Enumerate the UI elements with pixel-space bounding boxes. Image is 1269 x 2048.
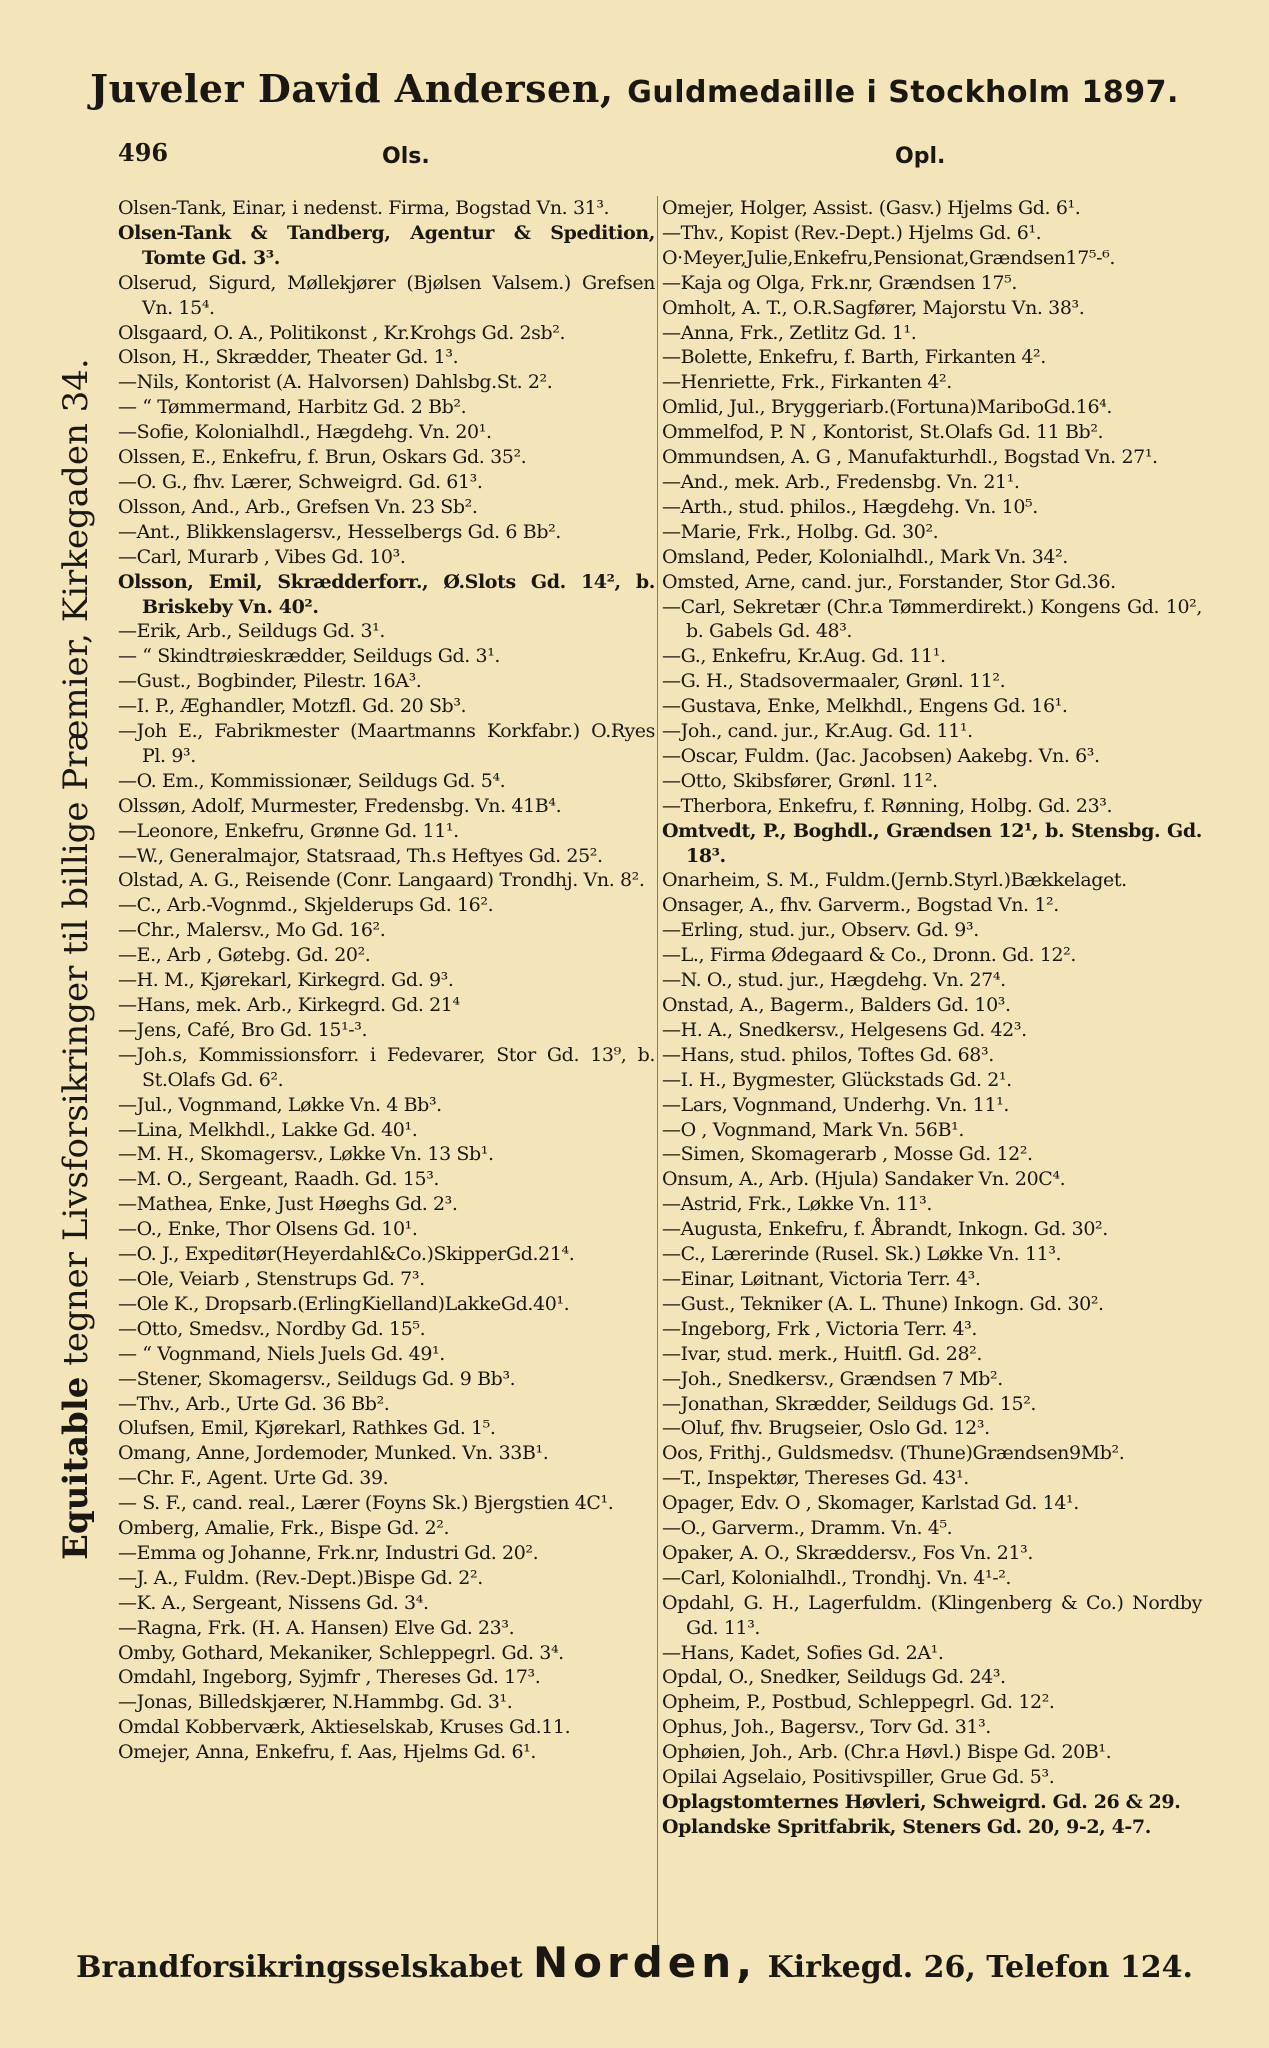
directory-entry: —M. H., Skomagersv., Løkke Vn. 13 Sb¹. bbox=[118, 1143, 494, 1166]
directory-entry: —Leonore, Enkefru, Grønne Gd. 11¹. bbox=[118, 819, 459, 842]
directory-entry: —Mathea, Enke, Just Høeghs Gd. 2³. bbox=[118, 1193, 458, 1216]
directory-entry: Olserud, Sigurd, Møllekjører (Bjølsen Valsem.) Grefsen Vn. 15⁴. bbox=[118, 271, 655, 319]
directory-entry: —Joh.s, Kommissionsforr. i Fedevarer, Stor Gd. 13⁹, b. St.Olafs Gd. 6². bbox=[118, 1043, 655, 1091]
directory-entry: —O. Em., Kommissionær, Seildugs Gd. 5⁴. bbox=[118, 769, 506, 792]
directory-entry: —Stener, Skomagersv., Seildugs Gd. 9 Bb³. bbox=[118, 1367, 516, 1390]
directory-entry: —W., Generalmajor, Statsraad, Th.s Heftyes Gd. 25². bbox=[118, 844, 603, 867]
directory-entry: —Hans, Kadet, Sofies Gd. 2A¹. bbox=[662, 1641, 944, 1664]
directory-entry: —Erling, stud. jur., Observ. Gd. 9³. bbox=[662, 919, 979, 942]
directory-entry: —Oscar, Fuldm. (Jac. Jacobsen) Aakebg. Vn. 6³. bbox=[662, 744, 1100, 767]
directory-entry: —Ant., Blikkenslagersv., Hesselbergs Gd. 6 Bb². bbox=[118, 520, 561, 543]
directory-entry: —Jonas, Billedskjærer, N.Hammbg. Gd. 3¹. bbox=[118, 1691, 513, 1714]
directory-entry: —Joh., cand. jur., Kr.Aug. Gd. 11¹. bbox=[662, 720, 973, 743]
directory-entry: —Otto, Smedsv., Nordby Gd. 15⁵. bbox=[118, 1317, 426, 1340]
directory-entry: —Chr., Malersv., Mo Gd. 16². bbox=[118, 919, 386, 942]
directory-entry: —H. A., Snedkersv., Helgesens Gd. 42³. bbox=[662, 1018, 1027, 1041]
directory-entry: Oplandske Spritfabrik, Steners Gd. 20, 9-2, 4-7. bbox=[662, 1815, 1151, 1838]
directory-entry: Oplagstomternes Høvleri, Schweigrd. Gd. 26 & 29. bbox=[662, 1791, 1181, 1813]
directory-entry: —Otto, Skibsfører, Grønl. 11². bbox=[662, 769, 938, 792]
directory-entry: —Hans, stud. philos, Toftes Gd. 68³. bbox=[662, 1043, 994, 1066]
directory-entry: Onarheim, S. M., Fuldm.(Jernb.Styrl.)Bækkelaget. bbox=[662, 869, 1127, 892]
directory-entry: Omholt, A. T., O.R.Sagfører, Majorstu Vn. 38³. bbox=[662, 296, 1085, 319]
directory-entry: —M. O., Sergeant, Raadh. Gd. 15³. bbox=[118, 1168, 440, 1191]
directory-entry: Opdahl, G. H., Lagerfuldm. (Klingenberg & Co.) Nordby Gd. 11³. bbox=[662, 1591, 1202, 1639]
directory-entry: —Hans, mek. Arb., Kirkegrd. Gd. 21⁴ bbox=[118, 994, 460, 1016]
directory-entry: — “ Tømmermand, Harbitz Gd. 2 Bb². bbox=[118, 396, 467, 419]
directory-entry: —C., Lærerinde (Rusel. Sk.) Løkke Vn. 11³. bbox=[662, 1243, 1062, 1266]
directory-entry: —O. G., fhv. Lærer, Schweigrd. Gd. 61³. bbox=[118, 470, 483, 493]
directory-entry: —Henriette, Frk., Firkanten 4². bbox=[662, 371, 952, 394]
right-column-heading: Opl. bbox=[895, 144, 946, 169]
directory-entry: —O. J., Expeditør(Heyerdahl&Co.)SkipperGd.21⁴. bbox=[118, 1243, 575, 1266]
directory-entry: —Erik, Arb., Seildugs Gd. 3¹. bbox=[118, 620, 386, 643]
directory-entry: —Arth., stud. philos., Hægdehg. Vn. 10⁵. bbox=[662, 495, 1038, 518]
directory-entry: Omejer, Holger, Assist. (Gasv.) Hjelms Gd. 6¹. bbox=[662, 197, 1081, 219]
directory-entry: —Einar, Løitnant, Victoria Terr. 4³. bbox=[662, 1267, 981, 1290]
directory-entry: —Kaja og Olga, Frk.nr, Grændsen 17⁵. bbox=[662, 271, 1017, 294]
directory-entry: —Joh E., Fabrikmester (Maartmanns Korkfabr.) O.Ryes Pl. 9³. bbox=[118, 720, 655, 767]
directory-entry: —I. P., Æghandler, Motzfl. Gd. 20 Sb³. bbox=[118, 695, 467, 718]
directory-entry: —Carl, Kolonialhdl., Trondhj. Vn. 4¹-². bbox=[662, 1566, 1012, 1589]
directory-entry: Olstad, A. G., Reisende (Conr. Langaard) Trondhj. Vn. 8². bbox=[118, 869, 645, 892]
directory-entry: Opaker, A. O., Skræddersv., Fos Vn. 21³. bbox=[662, 1541, 1033, 1564]
directory-entry: —Anna, Frk., Zetlitz Gd. 1¹. bbox=[662, 321, 917, 344]
directory-entry: —Astrid, Frk., Løkke Vn. 11³. bbox=[662, 1193, 933, 1216]
side-ad-brand: Equitable bbox=[56, 1376, 96, 1560]
directory-entry: —O , Vognmand, Mark Vn. 56B¹. bbox=[662, 1118, 964, 1141]
directory-entry: —Thv., Arb., Urte Gd. 36 Bb². bbox=[118, 1392, 390, 1415]
directory-entry: Omejer, Anna, Enkefru, f. Aas, Hjelms Gd. 6¹. bbox=[118, 1741, 537, 1764]
directory-entry: Opdal, O., Snedker, Seildugs Gd. 24³. bbox=[662, 1666, 1006, 1689]
directory-entry: —Carl, Murarb , Vibes Gd. 10³. bbox=[118, 545, 406, 568]
directory-entry: —Jul., Vognmand, Løkke Vn. 4 Bb³. bbox=[118, 1093, 442, 1116]
directory-entry: —Ivar, stud. merk., Huitfl. Gd. 28². bbox=[662, 1342, 983, 1365]
directory-entry: —Oluf, fhv. Brugseier, Oslo Gd. 12³. bbox=[662, 1417, 990, 1440]
directory-entry: Olson, H., Skrædder, Theater Gd. 1³. bbox=[118, 346, 459, 369]
side-advertisement bbox=[48, 360, 104, 1560]
directory-entry: —Gust., Bogbinder, Pilestr. 16A³. bbox=[118, 670, 422, 693]
directory-entry: —Gustava, Enke, Melkhdl., Engens Gd. 16¹. bbox=[662, 695, 1068, 718]
header-advertisement bbox=[0, 66, 1269, 111]
directory-entry: —N. O., stud. jur., Hægdehg. Vn. 27⁴. bbox=[662, 969, 1006, 992]
directory-entry: —Ole, Veiarb , Stenstrups Gd. 7³. bbox=[118, 1267, 425, 1290]
directory-entry: —Emma og Johanne, Frk.nr, Industri Gd. 20². bbox=[118, 1541, 539, 1564]
directory-entry: Onsager, A., fhv. Garverm., Bogstad Vn. 1². bbox=[662, 894, 1059, 917]
directory-entry: —C., Arb.-Vognmd., Skjelderups Gd. 16². bbox=[118, 894, 494, 917]
directory-entry: —G., Enkefru, Kr.Aug. Gd. 11¹. bbox=[662, 645, 946, 668]
directory-entry: —Bolette, Enkefru, f. Barth, Firkanten 4². bbox=[662, 346, 1046, 369]
directory-entry: —E., Arb , Gøtebg. Gd. 20². bbox=[118, 944, 371, 967]
directory-entry: —Thv., Kopist (Rev.-Dept.) Hjelms Gd. 6¹. bbox=[662, 221, 1042, 244]
footer-ad-left: Brandforsikringsselskabet bbox=[76, 1950, 523, 1985]
directory-entry: Opager, Edv. O , Skomager, Karlstad Gd. 14¹. bbox=[662, 1492, 1079, 1515]
directory-entry: Omtvedt, P., Boghdl., Grændsen 12¹, b. Stensbg. Gd. 18³. bbox=[662, 819, 1202, 867]
column-divider bbox=[657, 196, 658, 1966]
left-column-entries bbox=[118, 196, 655, 1765]
directory-entry: Ommundsen, A. G , Manufakturhdl., Bogstad Vn. 27¹. bbox=[662, 446, 1158, 469]
directory-entry: —Lars, Vognmand, Underhg. Vn. 11¹. bbox=[662, 1093, 1009, 1116]
directory-entry: Omlid, Jul., Bryggeriarb.(Fortuna)MariboGd.16⁴. bbox=[662, 396, 1113, 419]
directory-entry: —L., Firma Ødegaard & Co., Dronn. Gd. 12². bbox=[662, 944, 1077, 967]
directory-entry: Omby, Gothard, Mekaniker, Schleppegrl. Gd. 3⁴. bbox=[118, 1641, 564, 1664]
directory-entry: —K. A., Sergeant, Nissens Gd. 3⁴. bbox=[118, 1591, 429, 1614]
directory-entry: Olsen-Tank, Einar, i nedenst. Firma, Bogstad Vn. 31³. bbox=[118, 197, 610, 219]
directory-entry: —H. M., Kjørekarl, Kirkegrd. Gd. 9³. bbox=[118, 969, 454, 992]
directory-entry: Olsgaard, O. A., Politikonst , Kr.Krohgs Gd. 2sb². bbox=[118, 321, 566, 344]
directory-entry: — “ Vognmand, Niels Juels Gd. 49¹. bbox=[118, 1342, 445, 1365]
directory-entry: Oos, Frithj., Guldsmedsv. (Thune)Grændsen9Mb². bbox=[662, 1442, 1125, 1465]
left-column-heading: Ols. bbox=[382, 144, 430, 169]
footer-ad-right: Kirkegd. 26, Telefon 124. bbox=[767, 1950, 1193, 1985]
directory-entry: —O., Garverm., Dramm. Vn. 4⁵. bbox=[662, 1517, 953, 1540]
footer-advertisement bbox=[0, 1938, 1269, 1987]
directory-entry: Olsson, Emil, Skrædderforr., Ø.Slots Gd. 14², b. Briskeby Vn. 40². bbox=[118, 570, 655, 618]
directory-entry: —O., Enke, Thor Olsens Gd. 10¹. bbox=[118, 1218, 418, 1241]
directory-entry: Olufsen, Emil, Kjørekarl, Rathkes Gd. 1⁵. bbox=[118, 1417, 496, 1440]
directory-entry: Olssen, E., Enkefru, f. Brun, Oskars Gd. 35². bbox=[118, 446, 527, 469]
directory-entry: —Sofie, Kolonialhdl., Hægdehg. Vn. 20¹. bbox=[118, 421, 492, 444]
directory-entry: —Marie, Frk., Holbg. Gd. 30². bbox=[662, 520, 939, 543]
directory-entry: —Gust., Tekniker (A. L. Thune) Inkogn. Gd. 30². bbox=[662, 1292, 1104, 1315]
directory-entry: Omdal Kobberværk, Aktieselskab, Kruses Gd.11. bbox=[118, 1716, 571, 1739]
directory-entry: Ophøien, Joh., Arb. (Chr.a Høvl.) Bispe Gd. 20B¹. bbox=[662, 1741, 1112, 1764]
directory-entry: —J. A., Fuldm. (Rev.-Dept.)Bispe Gd. 2². bbox=[118, 1566, 483, 1589]
directory-entry: Omang, Anne, Jordemoder, Munked. Vn. 33B¹. bbox=[118, 1442, 549, 1465]
directory-entry: Opilai Agselaio, Positivspiller, Grue Gd. 5³. bbox=[662, 1766, 1055, 1789]
directory-entry: —Ragna, Frk. (H. A. Hansen) Elve Gd. 23³. bbox=[118, 1616, 515, 1639]
directory-entry: Ommelfod, P. N , Kontorist, St.Olafs Gd. 11 Bb². bbox=[662, 421, 1104, 444]
directory-entry: Opheim, P., Postbud, Schleppegrl. Gd. 12². bbox=[662, 1691, 1055, 1714]
footer-ad-brand: Norden, bbox=[533, 1938, 758, 1987]
header-ad-sub: Guldmedaille i Stockholm 1897. bbox=[627, 75, 1179, 110]
directory-entry: —I. H., Bygmester, Glückstads Gd. 2¹. bbox=[662, 1068, 1012, 1091]
directory-entry: —T., Inspektør, Thereses Gd. 43¹. bbox=[662, 1467, 969, 1490]
directory-entry: —Augusta, Enkefru, f. Åbrandt, Inkogn. Gd. 30². bbox=[662, 1218, 1108, 1241]
directory-entry: —G. H., Stadsovermaaler, Grønl. 11². bbox=[662, 670, 1006, 693]
directory-entry: —Ingeborg, Frk , Victoria Terr. 4³. bbox=[662, 1317, 978, 1340]
directory-entry: —Jens, Café, Bro Gd. 15¹-³. bbox=[118, 1018, 368, 1041]
directory-entry: Olsen-Tank & Tandberg, Agentur & Spedition, Tomte Gd. 3³. bbox=[118, 221, 655, 269]
directory-entry: —Carl, Sekretær (Chr.a Tømmerdirekt.) Kongens Gd. 10², b. Gabels Gd. 48³. bbox=[662, 595, 1202, 643]
directory-entry: —Therbora, Enkefru, f. Rønning, Holbg. Gd. 23³. bbox=[662, 794, 1113, 817]
directory-entry: —Lina, Melkhdl., Lakke Gd. 40¹. bbox=[118, 1118, 418, 1141]
directory-entry: —Ole K., Dropsarb.(ErlingKielland)LakkeGd.40¹. bbox=[118, 1292, 570, 1315]
directory-entry: —Simen, Skomagerarb , Mosse Gd. 12². bbox=[662, 1143, 1033, 1166]
directory-entry: — S. F., cand. real., Lærer (Foyns Sk.) Bjergstien 4C¹. bbox=[118, 1492, 614, 1515]
directory-entry: —And., mek. Arb., Fredensbg. Vn. 21¹. bbox=[662, 470, 1020, 493]
directory-entry: —Jonathan, Skrædder, Seildugs Gd. 15². bbox=[662, 1392, 1037, 1415]
directory-entry: —Nils, Kontorist (A. Halvorsen) Dahlsbg.St. 2². bbox=[118, 371, 553, 394]
directory-entry: Olsson, And., Arb., Grefsen Vn. 23 Sb². bbox=[118, 495, 478, 518]
directory-entry: Onstad, A., Bagerm., Balders Gd. 10³. bbox=[662, 994, 1011, 1016]
header-ad-main: Juveler David Andersen, bbox=[90, 66, 614, 111]
directory-entry: Olssøn, Adolf, Murmester, Fredensbg. Vn. 41B⁴. bbox=[118, 794, 562, 817]
directory-entry: — “ Skindtrøieskrædder, Seildugs Gd. 3¹. bbox=[118, 645, 501, 668]
page-number: 496 bbox=[118, 138, 169, 167]
directory-entry: —Chr. F., Agent. Urte Gd. 39. bbox=[118, 1467, 389, 1490]
directory-entry: Omdahl, Ingeborg, Syjmfr , Thereses Gd. 17³. bbox=[118, 1666, 541, 1689]
directory-entry: —Joh., Snedkersv., Grændsen 7 Mb². bbox=[662, 1367, 1003, 1390]
right-column-entries bbox=[662, 196, 1202, 1840]
directory-entry: Omberg, Amalie, Frk., Bispe Gd. 2². bbox=[118, 1517, 450, 1540]
side-ad-text: tegner Livsforsikringer til billige Præmier, Kirkegaden 34. bbox=[56, 358, 96, 1366]
directory-entry: Omsland, Peder, Kolonialhdl., Mark Vn. 34². bbox=[662, 545, 1068, 568]
directory-entry: Omsted, Arne, cand. jur., Forstander, Stor Gd.36. bbox=[662, 570, 1116, 593]
directory-entry: Ophus, Joh., Bagersv., Torv Gd. 31³. bbox=[662, 1716, 991, 1739]
directory-entry: O·Meyer,Julie,Enkefru,Pensionat,Grændsen17⁵-⁶. bbox=[662, 246, 1116, 269]
directory-entry: Onsum, A., Arb. (Hjula) Sandaker Vn. 20C⁴. bbox=[662, 1168, 1066, 1191]
